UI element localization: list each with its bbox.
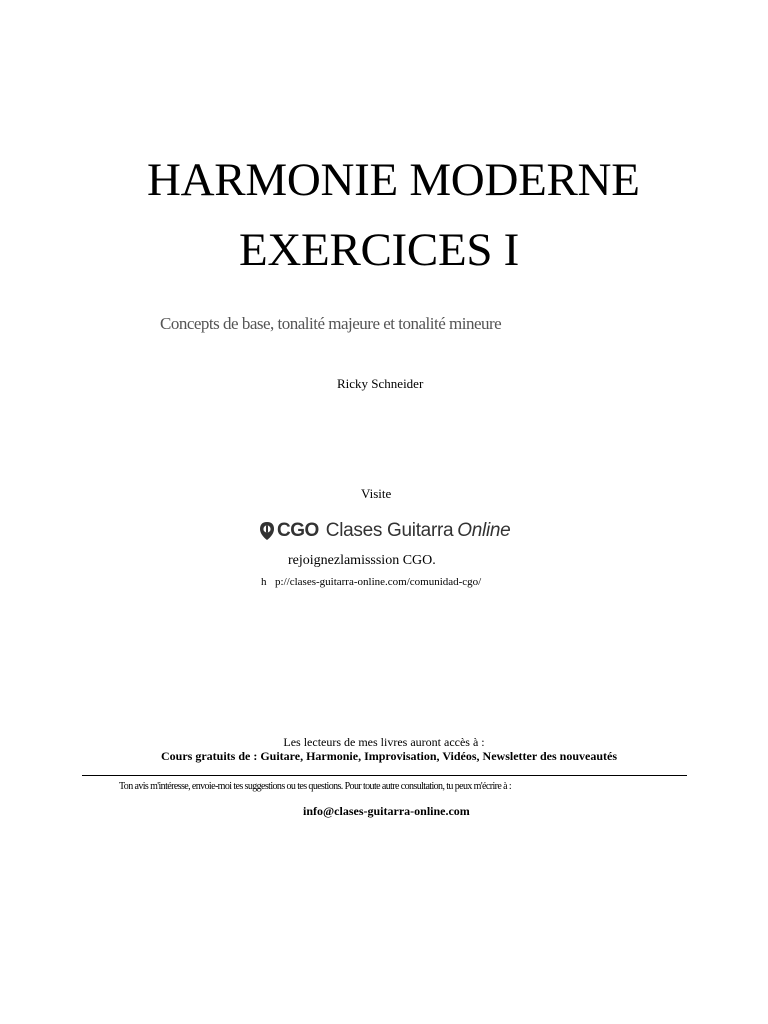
subtitle: Concepts de base, tonalité majeure et tonalité mineure xyxy=(160,314,502,333)
join-text: rejoignezlamisssion CGO. xyxy=(288,553,436,568)
author-name: Ricky Schneider xyxy=(337,376,424,391)
title-line-1: HARMONIE MODERNE xyxy=(147,154,640,206)
visit-label: Visite xyxy=(361,486,392,501)
guitar-pick-icon xyxy=(259,521,275,541)
cgo-logo[interactable] xyxy=(259,517,510,545)
readers-line: Les lecteurs de mes livres auront accès à : xyxy=(283,735,485,749)
feedback-note: Ton avis m'intéresse, envoie-moi tes suggestions ou tes questions. Pour toute autre consultation, tu peux m'écrire à : xyxy=(119,781,512,792)
logo-brand-short: CGO xyxy=(277,520,319,541)
logo-brand-name: Clases Guitarra xyxy=(325,520,454,541)
contact-email-link[interactable]: info@clases-guitarra-online.com xyxy=(303,804,470,818)
title-line-2: EXERCICES I xyxy=(239,224,520,276)
community-link[interactable]: h p://clases-guitarra-online.com/comunidad-cgo/ xyxy=(261,576,482,588)
courses-line: Cours gratuits de : Guitare, Harmonie, Improvisation, Vidéos, Newsletter des nouveautés xyxy=(161,749,617,763)
horizontal-divider xyxy=(82,775,687,776)
logo-brand-suffix: Online xyxy=(457,520,511,541)
